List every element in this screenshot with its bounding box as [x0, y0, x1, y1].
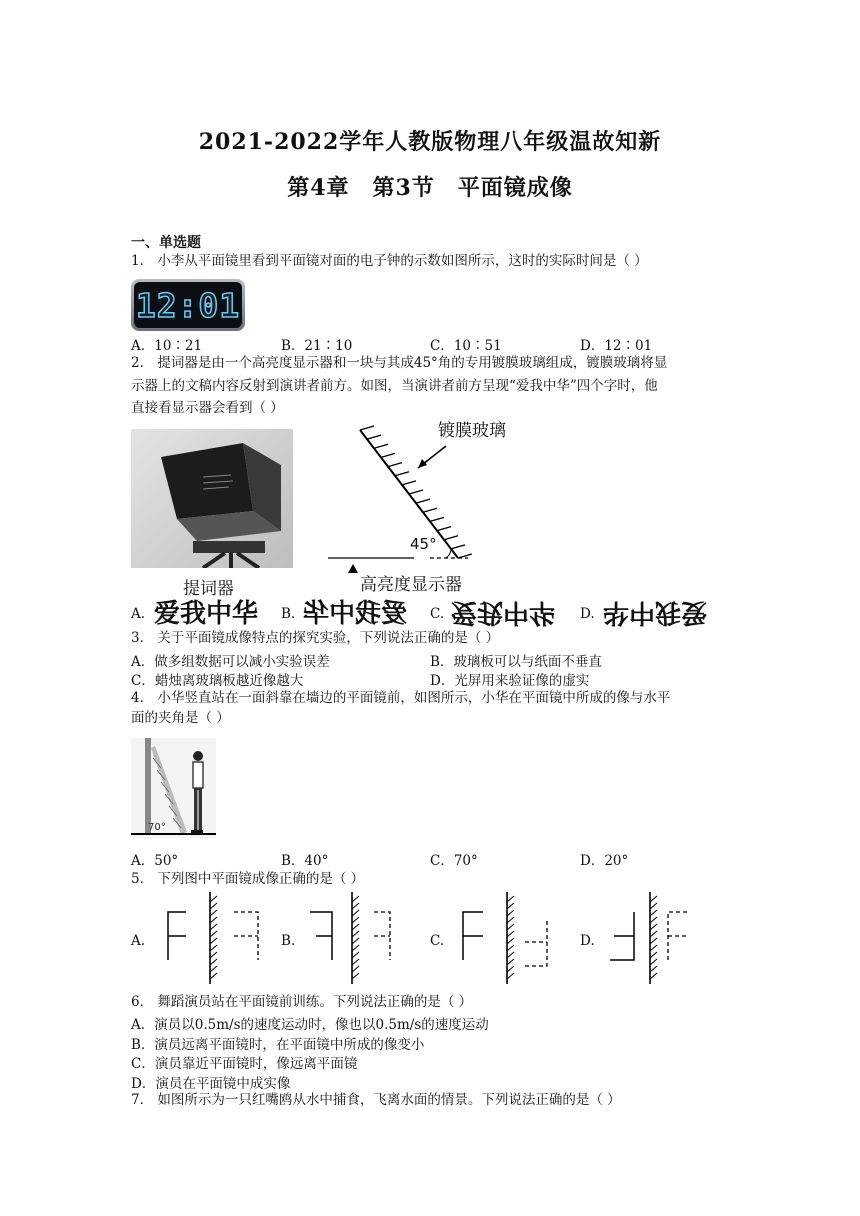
q6-stem: 6． 舞蹈演员站在平面镜前训练。下列说法正确的是（ ）	[131, 994, 473, 1010]
q6-option-b: B．演员远离平面镜时，在平面镜中所成的像变小	[131, 1037, 425, 1053]
q5-letter-a: A.	[131, 933, 146, 949]
q4-stem-line1: 4． 小华竖直站在一面斜靠在墙边的平面镜前，如图所示，小华在平面镜中所成的像与水平	[131, 690, 671, 706]
q2-option-b-text: 爱我中华	[303, 599, 408, 629]
q2-option-a-letter: A.	[131, 606, 146, 622]
document-title: 2021-2022学年人教版物理八年级温故知新	[198, 129, 662, 155]
q4-option-c: C．70°	[430, 853, 478, 869]
q6-option-c: C．演员靠近平面镜时，像远离平面镜	[131, 1056, 358, 1072]
q2-option-d-letter: D.	[580, 606, 595, 622]
q6-option-a: A．演员以0.5m/s的速度运动时，像也以0.5m/s的速度运动	[131, 1017, 489, 1033]
q1-option-c: C．10∶51	[430, 338, 502, 354]
q2-option-c-letter: C.	[430, 606, 445, 622]
q4-option-b: B．40°	[281, 853, 329, 869]
q2-teleprompter-photo	[131, 429, 293, 568]
q6-option-d: D．演员在平面镜中成实像	[131, 1076, 291, 1092]
q2-stem-line3: 直接看显示器会看到（ ）	[131, 400, 284, 416]
q1-option-a: A．10∶21	[131, 338, 203, 354]
q3-option-a: A．做多组数据可以减小实验误差	[131, 654, 330, 670]
q4-option-d: D．20°	[580, 853, 629, 869]
q7-stem: 7． 如图所示为一只红嘴鸥从水中捕食，飞离水面的情景。下列说法正确的是（ ）	[131, 1092, 621, 1108]
document-subtitle: 第4章 第3节 平面镜成像	[287, 175, 573, 201]
q2-option-c-text: 爱我中华	[451, 597, 556, 627]
q1-clock-digits: 12:01	[135, 285, 241, 325]
q3-option-b: B．玻璃板可以与纸面不垂直	[430, 654, 602, 670]
q5-letter-b: B.	[281, 933, 296, 949]
q5-figure-b	[300, 890, 410, 986]
q2-option-a-text: 爱我中华	[154, 599, 259, 629]
q1-stem: 1． 小李从平面镜里看到平面镜对面的电子钟的示数如图所示，这时的实际时间是（ ）	[131, 253, 648, 269]
q2-option-d-text: 爱我中华	[603, 597, 708, 627]
q4-option-a: A．50°	[131, 853, 179, 869]
q1-option-b: B．21∶10	[281, 338, 353, 354]
q2-option-b-letter: B.	[281, 606, 296, 622]
q2-stem-line1: 2． 提词器是由一个高亮度显示器和一块与其成45°角的专用镀膜玻璃组成，镀膜玻璃将显	[131, 355, 668, 371]
q4-stem-line2: 面的夹角是（ ）	[131, 710, 230, 726]
section-heading: 一、单选题	[131, 235, 201, 251]
q2-stem-line2: 示器上的文稿内容反射到演讲者前方。如图，当演讲者前方呈现“爱我中华”四个字时，他	[131, 378, 658, 394]
q2-angle-label: 45°	[410, 535, 437, 553]
q5-figure-a	[160, 890, 270, 986]
q3-option-d: D．光屏用来验证像的虚实	[430, 673, 590, 689]
q4-angle-label: 70°	[148, 822, 166, 833]
q2-photo-caption: 提词器	[183, 579, 234, 599]
q5-figure-c	[455, 890, 565, 986]
q5-letter-c: C.	[430, 933, 445, 949]
q2-glass-label: 镀膜玻璃	[438, 421, 506, 441]
q1-clock-image	[131, 279, 245, 331]
q5-stem: 5． 下列图中平面镜成像正确的是（ ）	[131, 871, 365, 887]
q3-option-c: C．蜡烛离玻璃板越近像越大	[131, 673, 304, 689]
q4-mirror-figure	[131, 738, 216, 838]
q2-monitor-label: 高亮度显示器	[360, 575, 462, 595]
q5-figure-d	[600, 890, 710, 986]
q5-letter-d: D.	[580, 933, 595, 949]
q3-stem: 3． 关于平面镜成像特点的探究实验，下列说法正确的是（ ）	[131, 630, 500, 646]
q1-option-d: D．12∶01	[580, 338, 653, 354]
